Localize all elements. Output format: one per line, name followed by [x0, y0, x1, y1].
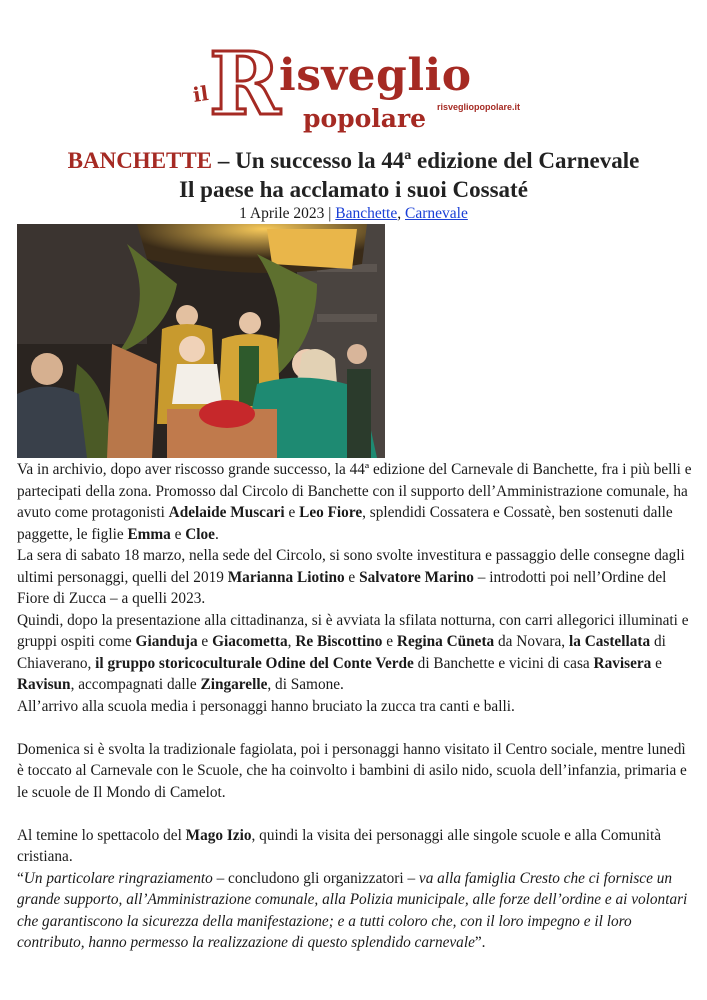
text: , [287, 633, 296, 650]
meta-separator: | [324, 205, 336, 222]
logo-popolare: popolare [303, 104, 427, 133]
text: e [170, 525, 186, 543]
quote-italic: Un particolare ringraziamento [23, 869, 213, 887]
text: Al temine lo spettacolo del [17, 826, 186, 844]
paragraph-5: Domenica si è svolta la tradizionale fagiolata, poi i personaggi hanno visitato il Centro sociale, mentre lunedì è toccato al Carnevale con le Scuole, che ha coinvolto i bambini di asilo nido, scuola dell’infanzia, primaria e le scuole de Il Mondo di Camelot. [17, 740, 687, 801]
text: e [344, 568, 360, 586]
meta-comma: , [397, 205, 405, 222]
name-ravisera: Ravisera [593, 654, 652, 672]
name-gruppo-conte-verde: il gruppo storicoculturale Odine del Conte Verde [95, 654, 414, 672]
category-link-banchette[interactable]: Banchette [335, 205, 398, 222]
text: , di Samone. [267, 676, 344, 693]
text: e [651, 654, 662, 672]
paragraph-4: All’arrivo alla scuola media i personaggi hanno bruciato la zucca tra canti e balli. [17, 697, 515, 715]
text: e [382, 633, 397, 650]
title-line-2: Il paese ha acclamato i suoi Cossaté [179, 177, 528, 202]
text: e [284, 504, 300, 521]
masthead-logo[interactable] [191, 34, 523, 144]
text: ”. [474, 934, 486, 951]
name-zingarelle: Zingarelle [200, 676, 268, 693]
name-gianduja: Gianduja [135, 633, 198, 650]
text: La sera di sabato 18 marzo, nella sede del Circolo, si sono svolte investitura e passaggio delle consegne dagli ultimi personaggi, quelli del 2019 [17, 547, 685, 586]
name-giacometta: Giacometta [212, 633, 288, 650]
name-marianna-liotino: Marianna Liotino [227, 568, 345, 586]
name-leo-fiore: Leo Fiore [299, 504, 363, 521]
title-line-1-rest: – Un successo la 44ª edizione del Carnevale [212, 148, 640, 173]
name-regina-cuneta: Regina Cüneta [396, 633, 495, 650]
name-salvatore-marino: Salvatore Marino [359, 568, 474, 586]
article-meta [0, 205, 707, 223]
text: – concludono gli organizzatori – [212, 869, 419, 887]
name-re-biscottino: Re Biscottino [295, 633, 383, 650]
name-adelaide-muscari: Adelaide Muscari [168, 504, 285, 521]
name-la-castellata: la Castellata [568, 633, 651, 650]
text: . [214, 525, 219, 543]
text: , accompagnati dalle [70, 676, 201, 693]
article-body [17, 459, 695, 954]
name-cloe: Cloe [185, 525, 215, 543]
logo-url: risvegliopopolare.it [437, 102, 521, 112]
paragraph-6 [17, 825, 695, 868]
name-mago-izio: Mago Izio [185, 826, 252, 844]
text: e [197, 633, 213, 650]
text: da Novara, [494, 633, 569, 650]
paragraph-2 [17, 545, 695, 610]
text: , quindi la visita dei personaggi alle singole scuole e alla Comunità cristiana. [17, 826, 662, 865]
publish-date: 1 Aprile 2023 [239, 205, 325, 222]
logo-wordmark: isveglio [279, 50, 472, 101]
logo-letter-r: R [209, 34, 281, 135]
text: Quindi, dopo la presentazione alla cittadinanza, si è avviata la sfilata notturna, con carri allegorici illuminati e gruppi ospiti come [17, 611, 689, 650]
text: , splendidi Cossatera e Cossatè, ben sostenuti dalle paggette, le figlie [17, 504, 673, 543]
title-place: BANCHETTE [67, 148, 213, 173]
text: Va in archivio, dopo aver riscosso grande successo, la 44ª edizione del Carnevale di Banchette, fra i più belli e partecipati della zona. Promosso dal Circolo di Banchette con il supporto dell’Amministrazione comunale, ha avuto come protagonisti [17, 461, 692, 521]
title-line-1 [0, 146, 707, 175]
name-ravisun: Ravisun [17, 676, 71, 693]
text: di Chiaverano, [17, 633, 666, 672]
name-emma: Emma [127, 525, 171, 543]
logo-il: il [191, 81, 210, 107]
paragraph-3 [17, 610, 695, 696]
paragraph-7-quote [17, 868, 695, 954]
category-link-carnevale[interactable]: Carnevale [405, 205, 468, 222]
text: – introdotti poi nell’Ordine del Fiore di Zucca – a quelli 2023. [17, 568, 667, 607]
quote-italic: va alla famiglia Cresto che ci fornisce un grande supporto, all’Amministrazione comunale, alla Polizia municipale, alle forze dell’ordine e ai volontari che garantiscono la sicurezza della manifestazione; e a tutti coloro che, con il loro impegno e il loro contributo, hanno permesso la realizzazione di questo splendido carnevale [17, 869, 688, 951]
text: di Banchette e vicini di casa [413, 654, 594, 672]
article-title [0, 146, 707, 204]
text: “ [17, 869, 24, 887]
paragraph-1 [17, 459, 695, 545]
article-photo [17, 224, 385, 458]
